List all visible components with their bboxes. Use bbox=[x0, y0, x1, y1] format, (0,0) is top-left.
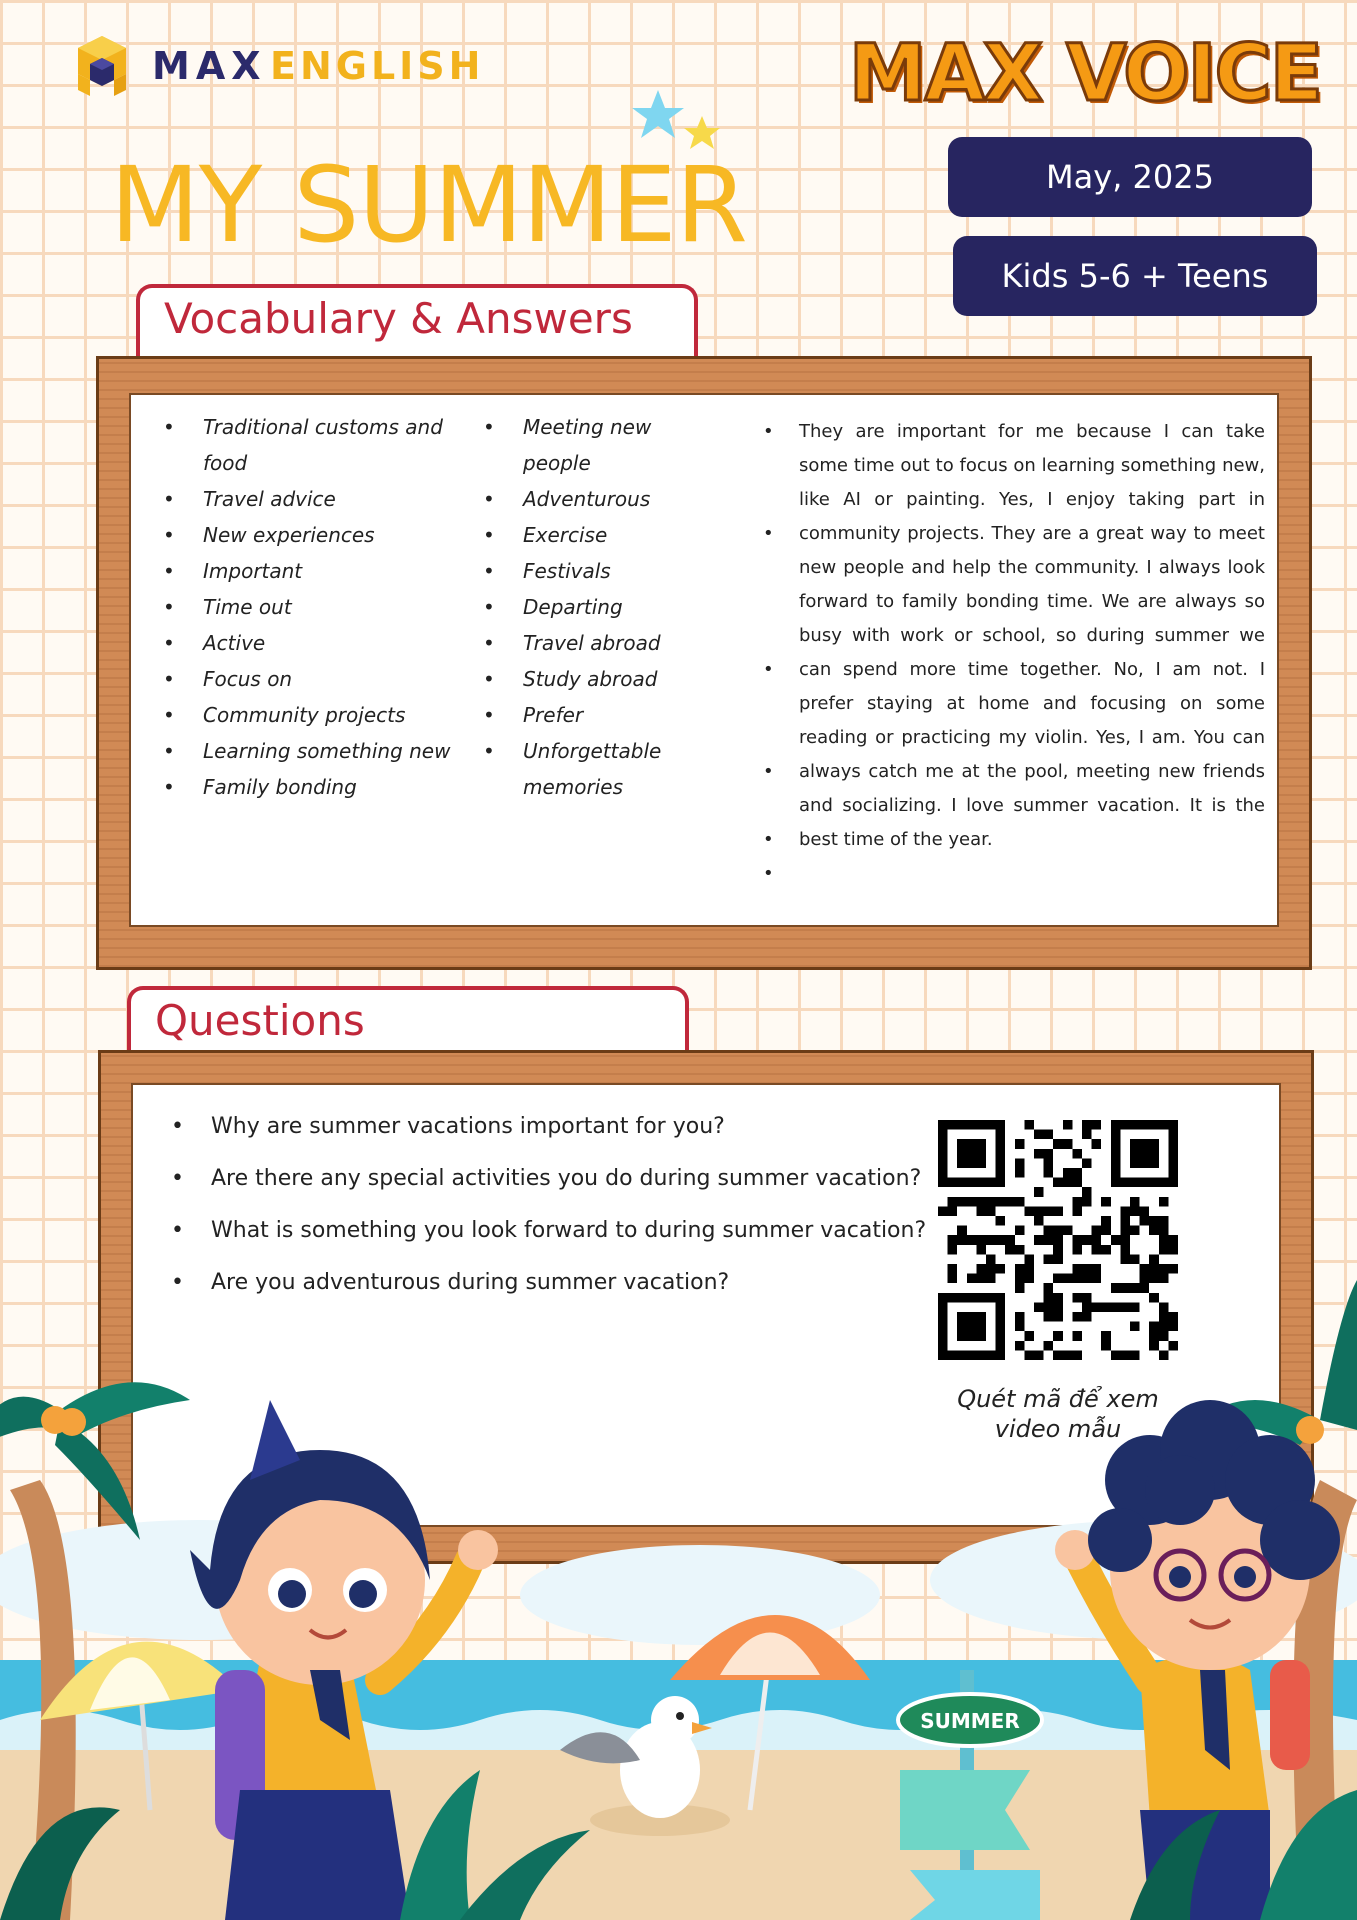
list-item: • Study abroad bbox=[483, 661, 697, 697]
page-title: MY SUMMER bbox=[110, 144, 747, 266]
questions-tab-label: Questions bbox=[155, 996, 365, 1045]
list-item: • Are there any special activities you do during summer vacation? bbox=[171, 1153, 931, 1205]
list-item: • What is something you look forward to during summer vacation? bbox=[171, 1205, 931, 1257]
level-badge: Kids 5-6 + Teens bbox=[953, 236, 1317, 316]
vocabulary-tab bbox=[136, 284, 698, 362]
list-item: • Prefer bbox=[483, 697, 697, 733]
logo-text-english: ENGLISH bbox=[270, 44, 485, 88]
list-item: • Exercise bbox=[483, 517, 697, 553]
list-item: • New experiences bbox=[163, 517, 453, 553]
list-item: • Focus on bbox=[163, 661, 453, 697]
vocabulary-tab-label: Vocabulary & Answers bbox=[164, 294, 633, 343]
list-item: • Meeting new people bbox=[483, 409, 697, 481]
beach-scene-illustration bbox=[0, 1250, 1357, 1920]
list-item: • Family bonding bbox=[163, 769, 453, 805]
list-item: • Travel advice bbox=[163, 481, 453, 517]
list-item: • Why are summer vacations important for you? bbox=[171, 1101, 931, 1153]
list-item: • Departing bbox=[483, 589, 697, 625]
vocabulary-list-1 bbox=[163, 409, 453, 805]
qr-caption-line-1: Quét mã để xem bbox=[957, 1385, 1159, 1413]
list-item: • Active bbox=[163, 625, 453, 661]
list-item: • Time out bbox=[163, 589, 453, 625]
date-badge: May, 2025 bbox=[948, 137, 1312, 217]
list-item: • Festivals bbox=[483, 553, 697, 589]
sample-answers: They are important for me because I can take some time out to focus on learning something new, like AI or painting. Yes, I enjoy taking part in community projects. They are a great way to meet new people and help the community. I always look forward to family bonding time. We are always so busy with work or school, so during summer we can spend more time together. No, I am not. I prefer staying at home and focusing on some reading or practicing my violin. Yes, I am. You can always catch me at the pool, meeting new friends and socializing. I love summer vacation. It is the best time of the year. bbox=[799, 421, 1265, 850]
list-item: • Traditional customs and food bbox=[163, 409, 453, 481]
qr-caption-line-2: video mẫu bbox=[994, 1415, 1122, 1443]
cube-logo-icon bbox=[78, 36, 126, 96]
logo-text-max: MAX bbox=[152, 44, 267, 88]
list-item: • Unforgettable memories bbox=[483, 733, 697, 805]
brand-title: MAX VOICE bbox=[848, 29, 1321, 119]
list-item: • Adventurous bbox=[483, 481, 697, 517]
vocabulary-list-2 bbox=[483, 409, 697, 805]
list-item: • Are you adventurous during summer vacation? bbox=[171, 1257, 931, 1309]
list-item: • Important bbox=[163, 553, 453, 589]
list-item: • Community projects bbox=[163, 697, 453, 733]
sign-text: SUMMER bbox=[920, 1709, 1020, 1733]
list-item: • Travel abroad bbox=[483, 625, 697, 661]
vocabulary-board bbox=[96, 356, 1312, 970]
vocabulary-board-panel: • Traditional customs and food • Travel advice • New experiences • Important • Time out • Active • Focus on • Community projects • Learning something new • Family bonding • Meeting new people • Adventurous • Exercise • Festivals • Departing • Travel abroad • Study abroad • Prefer • Unforgettable memories • • • • • • They are important for me because I can take some time out to focus on learning something new, like AI or painting. Yes, I enjoy taking part in community projects. They are a great way to meet new people and help the community. I always look forward to family bonding time. We are always so busy with work or school, so during summer we can spend more time together. No, I am not. I prefer staying at home and focusing on some reading or practicing my violin. Yes, I am. You can always catch me at the pool, meeting new friends and socializing. I love summer vacation. It is the best time of the year. bbox=[129, 393, 1279, 927]
list-item: • Learning something new bbox=[163, 733, 453, 769]
